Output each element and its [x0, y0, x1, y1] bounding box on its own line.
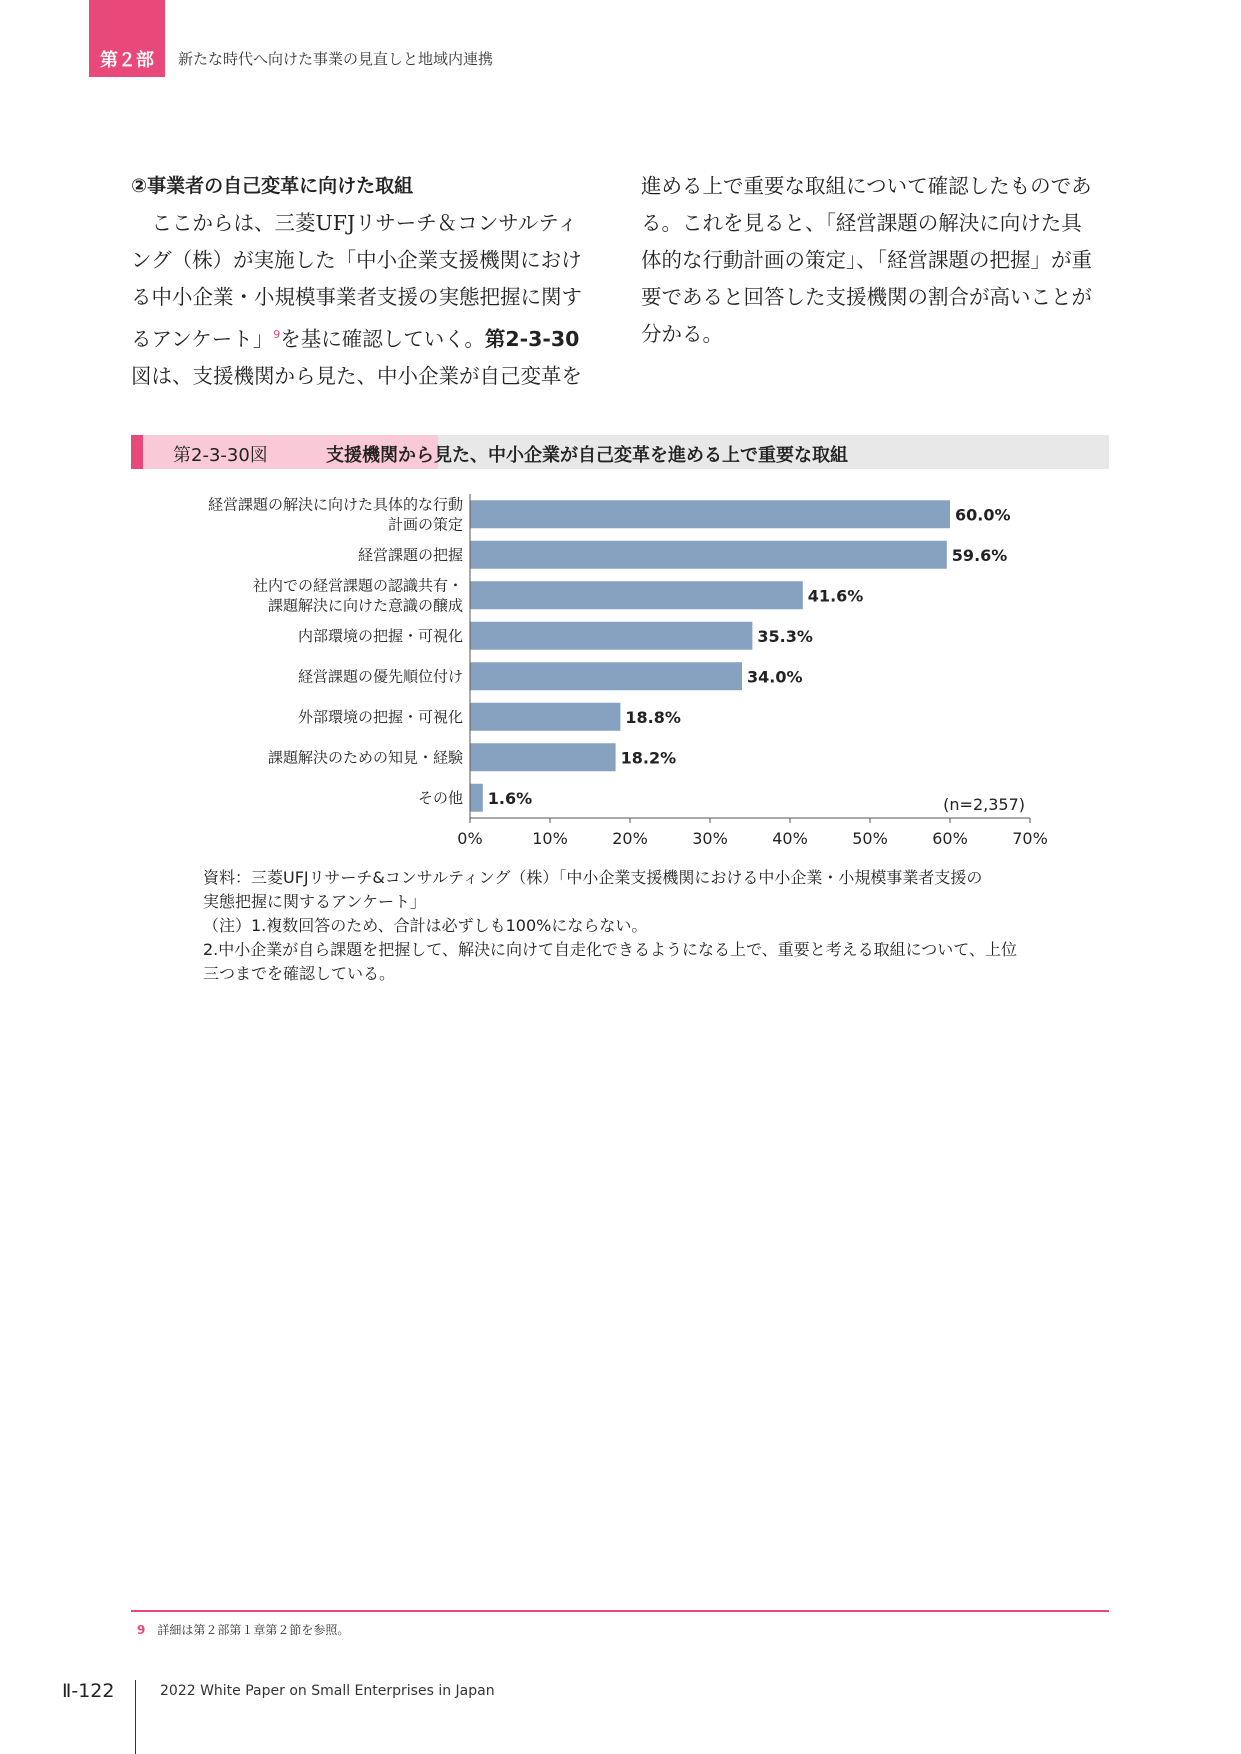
part-title: 新たな時代へ向けた事業の見直しと地域内連携 — [178, 50, 494, 68]
x-tick-label: 40% — [772, 829, 808, 848]
body-line: る中小企業・小規模事業者支援の実態把握に関す — [131, 285, 582, 309]
bar — [470, 662, 742, 690]
bar — [470, 500, 950, 528]
category-label: その他 — [417, 788, 463, 807]
category-label: 計画の策定 — [387, 515, 463, 534]
body-line: 要であると回答した支援機関の割合が高いことが — [641, 285, 1092, 309]
data-label: 18.8% — [625, 707, 681, 727]
category-label: 課題解決に向けた意識の醸成 — [267, 596, 463, 615]
body-line: ング（株）が実施した「中小企業支援機関におけ — [131, 248, 582, 272]
data-label: 18.2% — [620, 748, 677, 768]
figure-reference: 第2-3-30 — [484, 326, 580, 351]
category-label: 内部環境の把握・可視化 — [297, 626, 463, 645]
bar — [470, 622, 752, 650]
part-label: 第２部 — [100, 50, 154, 71]
figure-accent — [131, 435, 143, 469]
data-label: 59.6% — [951, 545, 1008, 565]
category-label: 経営課題の優先順位付け — [297, 667, 463, 686]
bar — [470, 581, 803, 609]
bar — [470, 541, 947, 569]
bar — [470, 703, 620, 731]
body-line: 体的な行動計画の策定」、「経営課題の把握」が重 — [641, 248, 1092, 272]
footer-divider — [135, 1680, 136, 1754]
category-label: 経営課題の解決に向けた具体的な行動 — [207, 495, 463, 514]
bar — [470, 743, 616, 771]
x-tick-label: 50% — [852, 829, 888, 848]
body-line: 分かる。 — [641, 322, 723, 346]
category-label: 社内での経営課題の認識共有・ — [252, 576, 463, 595]
source-line: 資料：三菱UFJリサーチ&コンサルティング（株）「中小企業支援機関における中小企業・小規模事業者支援の — [203, 868, 983, 887]
x-tick-label: 30% — [692, 829, 728, 848]
footnote-number: 9 — [137, 1623, 146, 1637]
footnote — [137, 1621, 349, 1638]
body-line: 進める上で重要な取組について確認したものであ — [641, 174, 1092, 198]
body-right-column — [641, 168, 1121, 353]
body-line — [131, 316, 611, 358]
figure-notes — [203, 866, 1043, 986]
data-label: 60.0% — [955, 505, 1011, 525]
x-tick-label: 60% — [932, 829, 968, 848]
x-tick-label: 10% — [532, 829, 568, 848]
body-text: るアンケート」 — [131, 326, 274, 351]
sample-size-note: (n=2,357) — [943, 795, 1025, 814]
footnote-ref[interactable]: 9 — [273, 328, 281, 341]
figure-title: 支援機関から見た、中小企業が自己変革を進める上で重要な取組 — [326, 445, 848, 466]
note-line: 2.中小企業が自ら課題を把握して、解決に向けて自走化できるようになる上で、重要と考える取組について、上位 — [203, 940, 1017, 959]
data-label: 35.3% — [757, 626, 813, 646]
category-label: 経営課題の把握 — [357, 545, 463, 564]
body-line: る。これを見ると、「経営課題の解決に向けた具 — [641, 211, 1082, 235]
bar-chart — [180, 480, 1060, 855]
data-label: 41.6% — [807, 586, 864, 606]
note-line: 三つまでを確認している。 — [203, 964, 396, 983]
footnote-divider — [131, 1610, 1109, 1612]
body-text: を基に確認していく。 — [280, 326, 485, 351]
section-heading: ②事業者の自己変革に向けた取組 — [131, 175, 414, 197]
note-line: （注）1.複数回答のため、合計は必ずしも100%にならない。 — [203, 916, 648, 935]
category-label: 外部環境の把握・可視化 — [297, 707, 463, 726]
category-label: 課題解決のための知見・経験 — [267, 748, 463, 767]
body-line: 図は、支援機関から見た、中小企業が自己変革を — [131, 363, 582, 388]
data-label: 1.6% — [487, 788, 533, 808]
body-line: ここからは、三菱UFJリサーチ＆コンサルティ — [151, 211, 578, 235]
page-number: Ⅱ-122 — [62, 1680, 115, 1702]
x-tick-label: 20% — [612, 829, 648, 848]
source-line: 実態把握に関するアンケート」 — [203, 892, 427, 911]
book-title: 2022 White Paper on Small Enterprises in Japan — [160, 1683, 495, 1699]
body-left-column — [131, 168, 611, 395]
part-tab — [89, 0, 165, 77]
x-tick-label: 70% — [1012, 829, 1048, 848]
x-tick-label: 0% — [457, 829, 483, 848]
figure-number: 第2-3-30図 — [173, 445, 268, 466]
footnote-text: 詳細は第２部第１章第２節を参照。 — [157, 1623, 350, 1637]
bar — [470, 784, 483, 812]
data-label: 34.0% — [747, 667, 803, 687]
